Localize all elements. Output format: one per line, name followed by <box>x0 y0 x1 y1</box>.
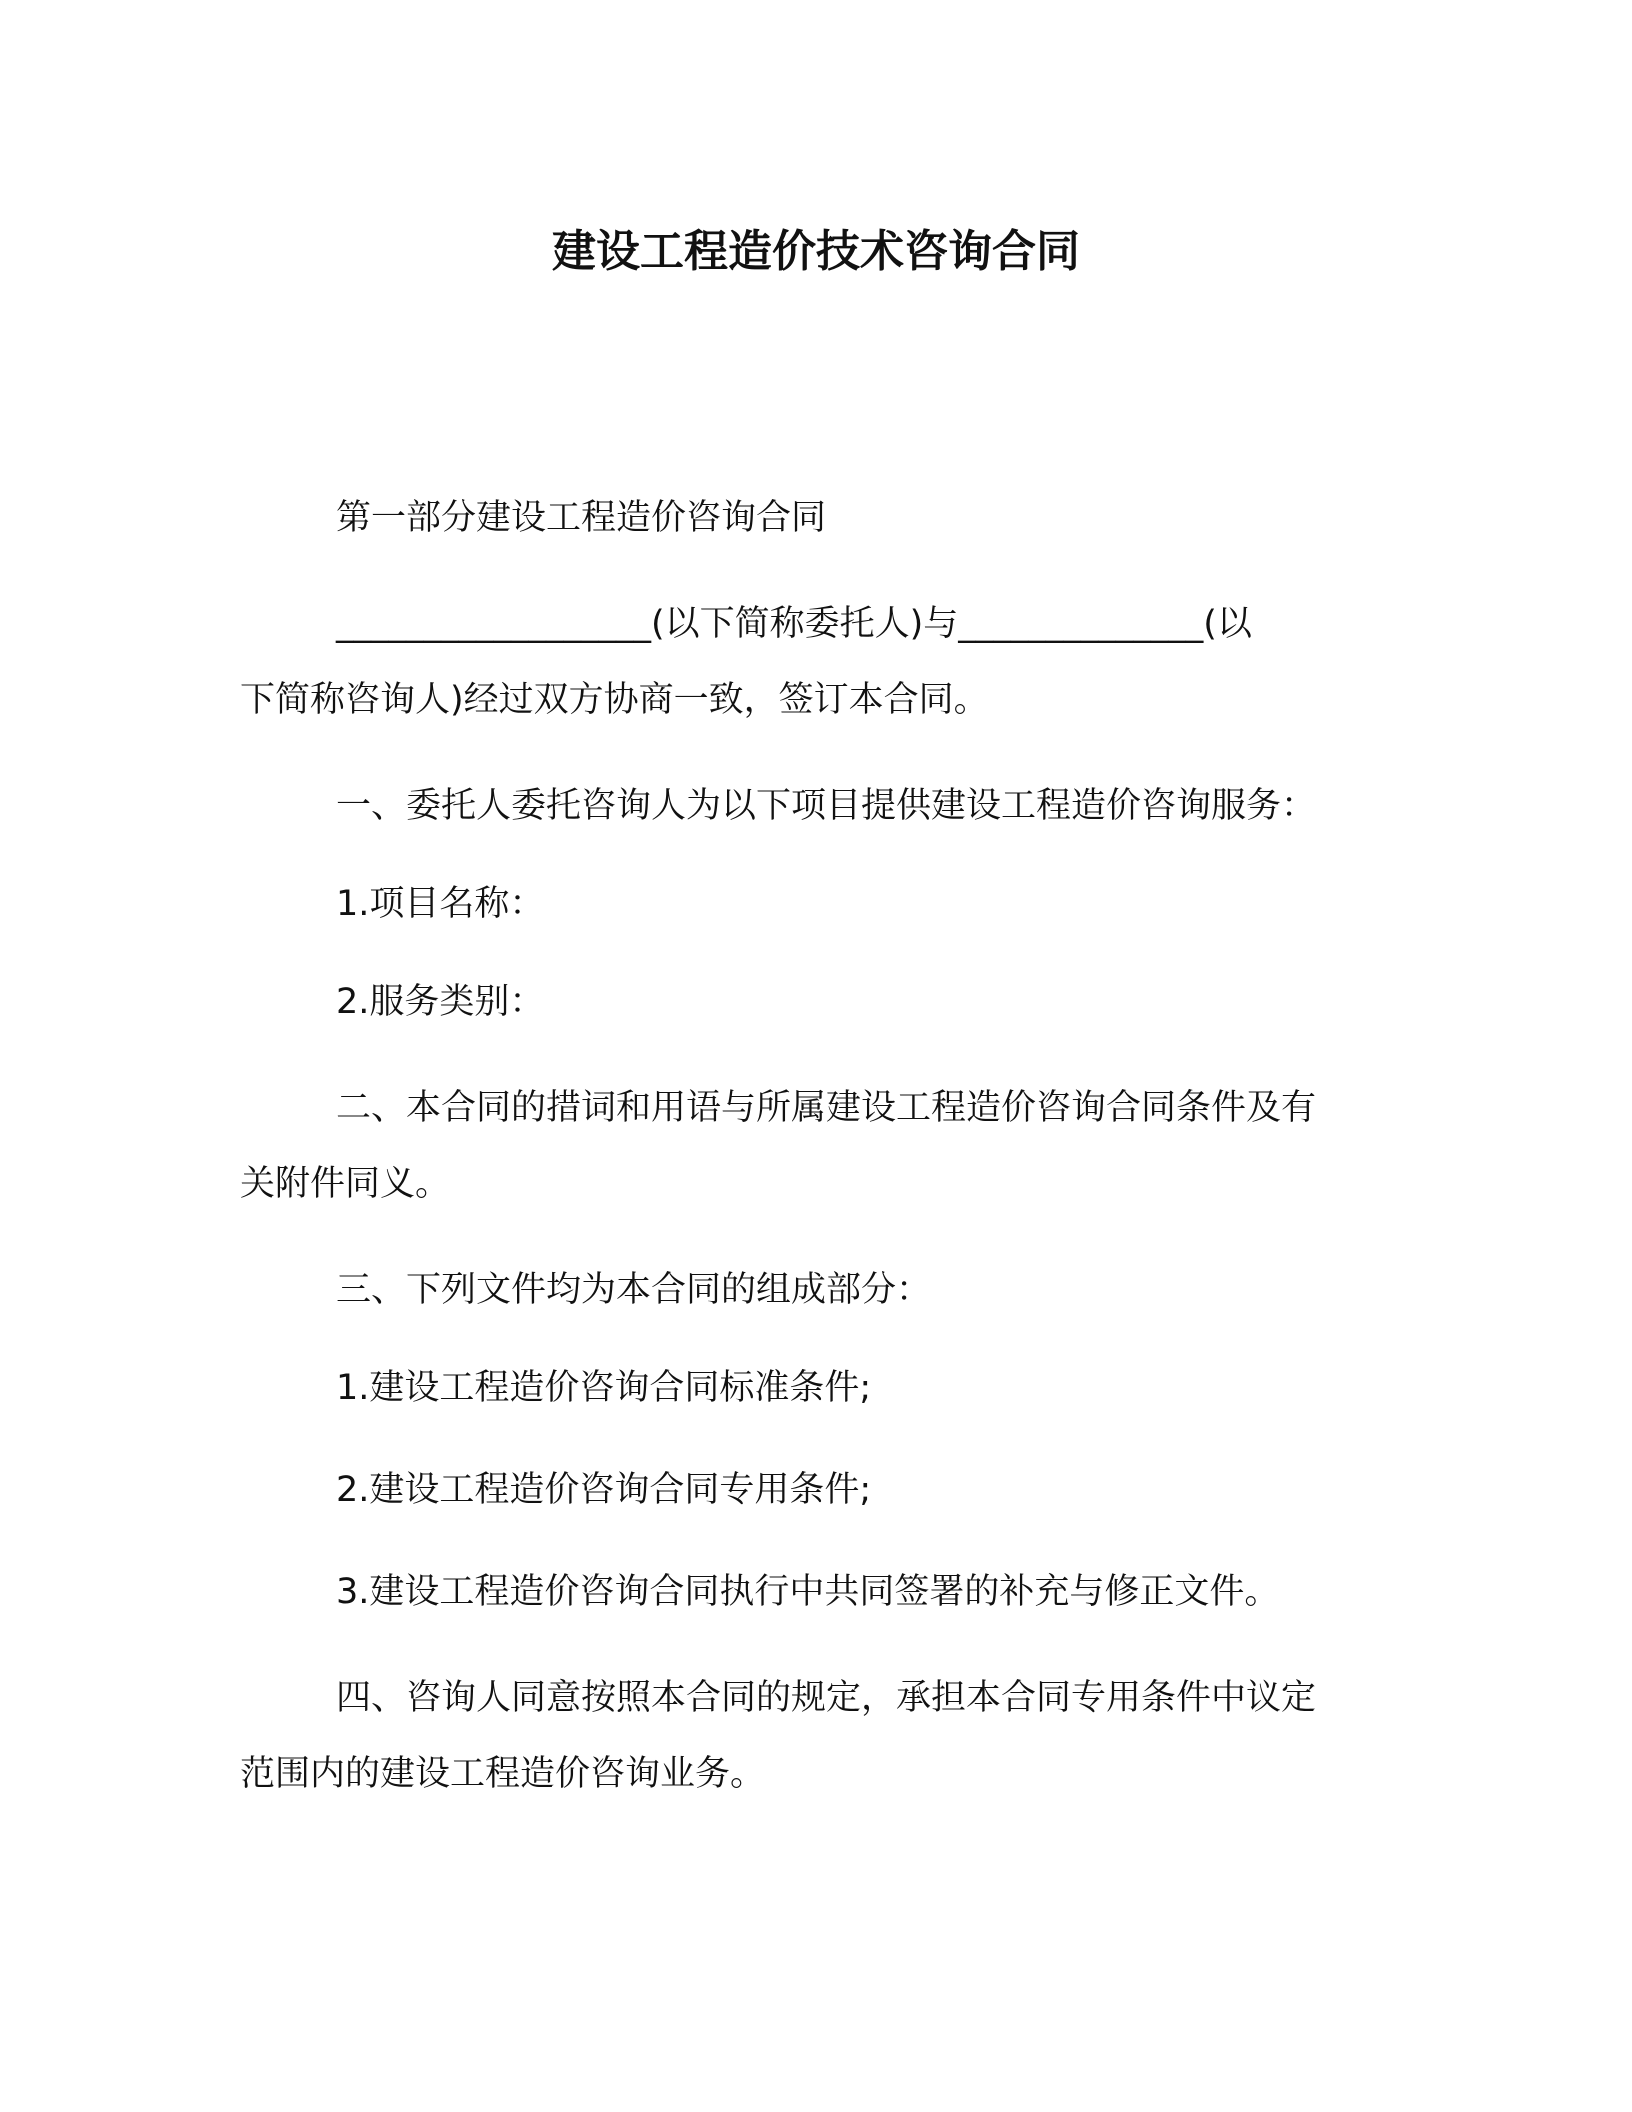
clause-four-line-1: 四、咨询人同意按照本合同的规定，承担本合同专用条件中议定 <box>336 1678 1317 1718</box>
clause-three: 三、下列文件均为本合同的组成部分： <box>336 1270 932 1310</box>
document-item-2: 2.建设工程造价咨询合同专用条件; <box>336 1470 872 1510</box>
service-category-item: 2.服务类别： <box>336 982 545 1022</box>
document-title: 建设工程造价技术咨询合同 <box>552 226 1080 277</box>
section-heading-part-one: 第一部分建设工程造价咨询合同 <box>336 498 827 538</box>
clause-four-line-2: 范围内的建设工程造价咨询业务。 <box>240 1754 766 1794</box>
clause-two-line-1: 二、本合同的措词和用语与所属建设工程造价咨询合同条件及有 <box>336 1088 1317 1128</box>
project-name-item: 1.项目名称： <box>336 884 545 924</box>
parties-line-2: 下简称咨询人)经过双方协商一致，签订本合同。 <box>240 680 989 720</box>
clause-one: 一、委托人委托咨询人为以下项目提供建设工程造价咨询服务： <box>336 786 1317 826</box>
clause-two-line-2: 关附件同义。 <box>240 1164 451 1204</box>
document-item-3: 3.建设工程造价咨询合同执行中共同签署的补充与修正文件。 <box>336 1572 1280 1612</box>
document-item-1: 1.建设工程造价咨询合同标准条件; <box>336 1368 872 1408</box>
parties-line-1: __________________(以下简称委托人)与______________(以 <box>336 604 1252 644</box>
